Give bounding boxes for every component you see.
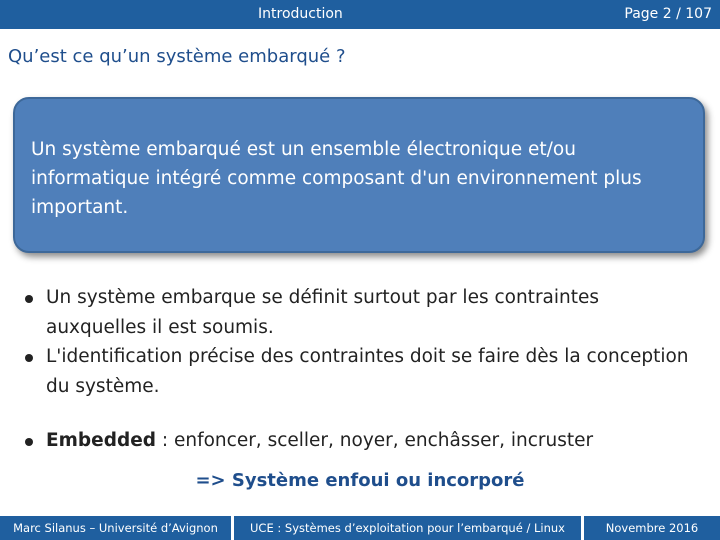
definition-text: Un système embarqué est un ensemble électronique et/ou informatique intégré comme composant d'un environnement plus important. [31, 139, 642, 218]
footer-course: UCE : Systèmes d’exploitation pour l’embarqué / Linux [234, 516, 581, 540]
bullet-icon [25, 295, 33, 303]
embedded-term: Embedded [46, 430, 156, 451]
page-number: Page 2 / 107 [624, 6, 712, 22]
bullet-list [25, 283, 705, 456]
definition-box [13, 97, 705, 253]
slide-question: Qu’est ce qu’un système embarqué ? [8, 46, 346, 67]
footer-author: Marc Silanus – Université d’Avignon [0, 516, 231, 540]
bullet-item [25, 283, 705, 342]
bullet-text: Un système embarque se définit surtout par les contraintes auxquelles il est soumis. [46, 287, 600, 338]
footer-date: Novembre 2016 [584, 516, 720, 540]
section-title: Introduction [258, 6, 343, 22]
bullet-icon [25, 438, 33, 446]
embedded-translations: : enfoncer, sceller, noyer, enchâsser, incruster [155, 430, 594, 451]
header-bar [0, 0, 720, 29]
conclusion-text: => Système enfoui ou incorporé [195, 470, 525, 491]
bullet-item [25, 342, 705, 401]
bullet-item-embedded [25, 426, 705, 456]
bullet-text: L'identification précise des contraintes doit se faire dès la conception du système. [46, 346, 689, 397]
bullet-icon [25, 354, 33, 362]
